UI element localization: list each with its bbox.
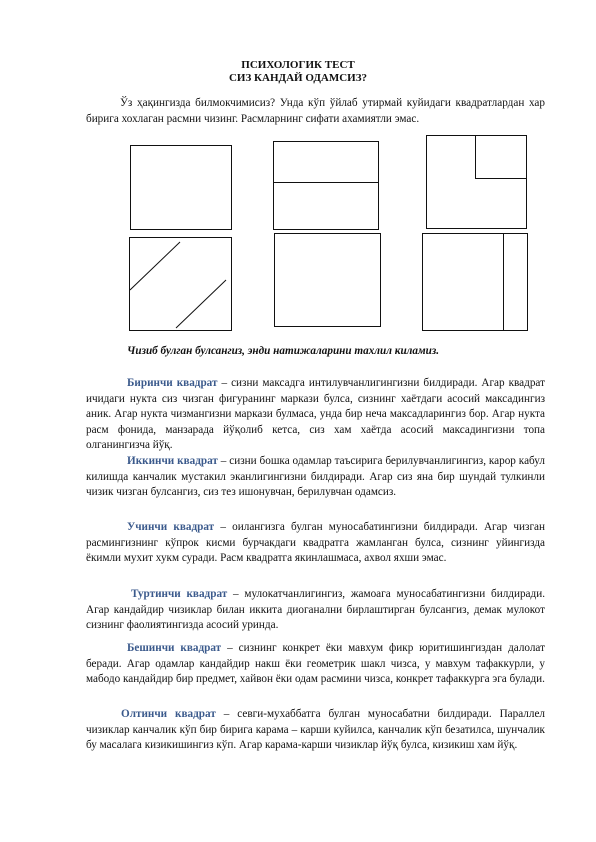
section-6-text: – севги-мухаббатга булган муносабатни билдиради. Параллел чизиклар канчалик кўп бир бирига карама – карши куйилса, канчалик кўп безатилса, шунчалик бу масалага кизикишингиз кўп. Агар карама-карши чизиклар йўқ булса, кизикиш хам йўқ.: [86, 708, 545, 751]
section-3: [86, 520, 545, 567]
square-4-diagonals: [130, 238, 231, 330]
section-1-term: Биринчи квадрат: [127, 377, 218, 389]
title-line-2: СИЗ КАНДАЙ ОДАМСИЗ?: [228, 72, 368, 84]
title-line-1: ПСИХОЛОГИК ТЕСТ: [241, 59, 355, 71]
section-4-text: – мулокатчанлигингиз, жамоага муносабатингизни билдиради. Агар кандайдир чизиклар билан иккита диоганални бирлаштирган булсангиз, демак мулокот сизнинг фаолиятингизда асосий уринда.: [86, 588, 546, 631]
section-6: [86, 707, 545, 754]
section-3-text: – оилангизга булган муносабатингизни билдиради. Агар чизган расмингизнинг кўпрок кисми бурчакдаги квадратга жамланган булса, сизнинг уйингизда ёкимли мухит хукм суради. Расм квадратга якинлашмаса, ахвол яхши эмас.: [86, 521, 545, 564]
square-1: [130, 145, 232, 230]
section-5-term: Бешинчи квадрат: [127, 642, 222, 654]
square-3-corner-horizontal: [475, 178, 526, 179]
section-4-term: Туртинчи квадрат: [131, 588, 228, 600]
square-4: [129, 237, 232, 331]
section-2-term: Иккинчи квадрат: [127, 455, 218, 467]
section-1-text: – сизни максадга интилувчанлигингизни билдиради. Агар квадрат ичидаги нукта сиз чизган фигуранинг маркази булса, сизнинг хаётдаги асосий максадингиз аник. Агар нукта чизмангизни маркази булмаса, унда бир неча максадларингиз бор. Агар нукта расм фонида, манзарада йўқолиб кетса, сиз хам хаётда асосий максадингизни топа олганингизча йўқ.: [86, 377, 545, 451]
square-5: [274, 233, 381, 327]
section-1: [86, 376, 545, 454]
section-5-text: – сизнинг конкрет ёки мавхум фикр юритишингиздан далолат беради. Агар одамлар кандайдир накш ёки геометрик шакл чизса, у мавхум тафаккурли, у мабодо кандайдир бир предмет, хайвон ёки одам расмини чизса, конкрет тафаккурга эга булади.: [86, 642, 545, 685]
section-3-term: Учинчи квадрат: [127, 521, 215, 533]
square-2: [273, 141, 379, 230]
square-6-vertical-line: [503, 234, 504, 330]
section-2: [86, 454, 545, 501]
square-6: [422, 233, 528, 331]
section-4: [86, 587, 545, 634]
intro-paragraph: Ўз ҳақингизда билмокчимисиз? Унда кўп ўйлаб утирмай куйидаги квадратлардан хар бирига хохлаган расмни чизинг. Расмларнинг сифати ахамиятли эмас.: [86, 97, 545, 125]
section-6-term: Олтинчи квадрат: [121, 708, 216, 720]
square-3: [426, 135, 527, 229]
section-2-text: – сизни бошка одамлар таъсирига берилувчанлигингиз, карор кабул килишда канчалик мустакил эканлигингизни билдиради. Агар сиз яна бир шундай тулкинли чизик чизган булсангиз, сиз тез ишонувчан, берилувчан одамсиз.: [86, 455, 545, 498]
section-5: [86, 641, 545, 688]
square-3-corner-vertical: [475, 136, 476, 178]
square-2-horizontal-line: [274, 182, 378, 183]
caption: Чизиб булган булсангиз, энди натижаларини тахлил киламиз.: [127, 345, 440, 357]
